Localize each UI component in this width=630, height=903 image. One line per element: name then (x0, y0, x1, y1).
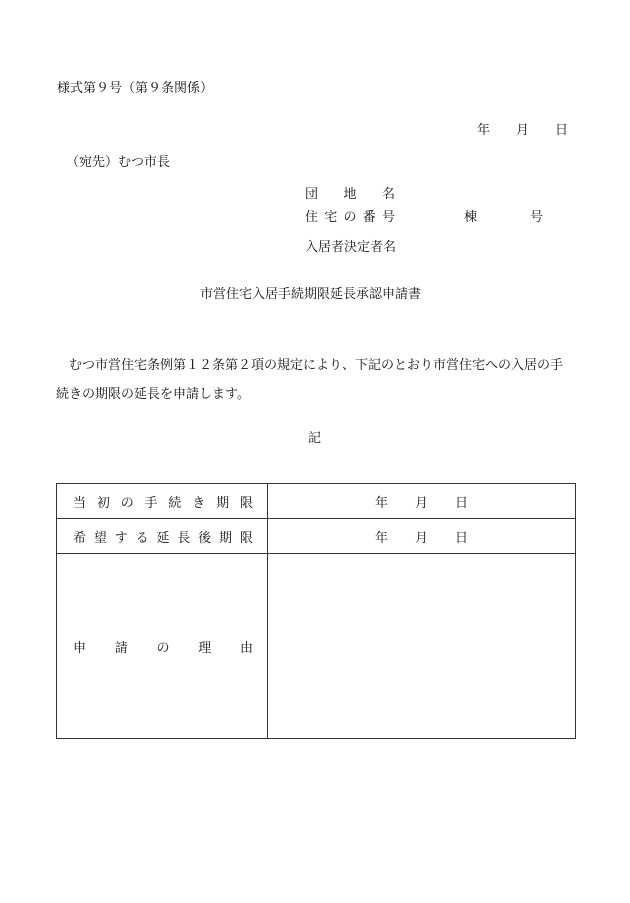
table-row (57, 484, 576, 519)
desired-deadline-field[interactable]: 年 月 日 (268, 519, 576, 554)
ki-note: 記 (308, 431, 322, 446)
extension-request-table (56, 483, 576, 739)
house-number-label: 住 宅 の 番 号 (305, 210, 395, 225)
document-title: 市営住宅入居手続期限延長承認申請書 (200, 287, 422, 302)
month-label: 月 (516, 123, 530, 138)
reason-field[interactable] (268, 554, 576, 739)
addressee: （宛先）むつ市長 (66, 155, 171, 170)
complex-name-label: 団 地 名 (305, 187, 395, 202)
original-deadline-label-cell: 当 初 の 手 続 き 期 限 (57, 484, 268, 519)
decided-resident-label: 入居者決定者名 (305, 240, 397, 255)
date-line (477, 124, 568, 137)
reason-label-cell: 申 請 の 理 由 (57, 554, 268, 739)
desired-deadline-label-cell: 希 望 す る 延 長 後 期 限 (57, 519, 268, 554)
day-label: 日 (555, 123, 569, 138)
body-text-line-1: むつ市営住宅条例第１２条第２項の規定により、下記のとおり市営住宅への入居の手 (56, 358, 564, 373)
body-text-line-2: 続きの期限の延長を申請します。 (56, 387, 250, 402)
year-label: 年 (477, 123, 491, 138)
original-deadline-field[interactable]: 年 月 日 (268, 484, 576, 519)
building-label: 棟 (464, 210, 478, 225)
table-row (57, 519, 576, 554)
table-row (57, 554, 576, 739)
unit-number-label: 号 (530, 210, 544, 225)
form-number: 様式第９号（第９条関係） (57, 81, 214, 96)
